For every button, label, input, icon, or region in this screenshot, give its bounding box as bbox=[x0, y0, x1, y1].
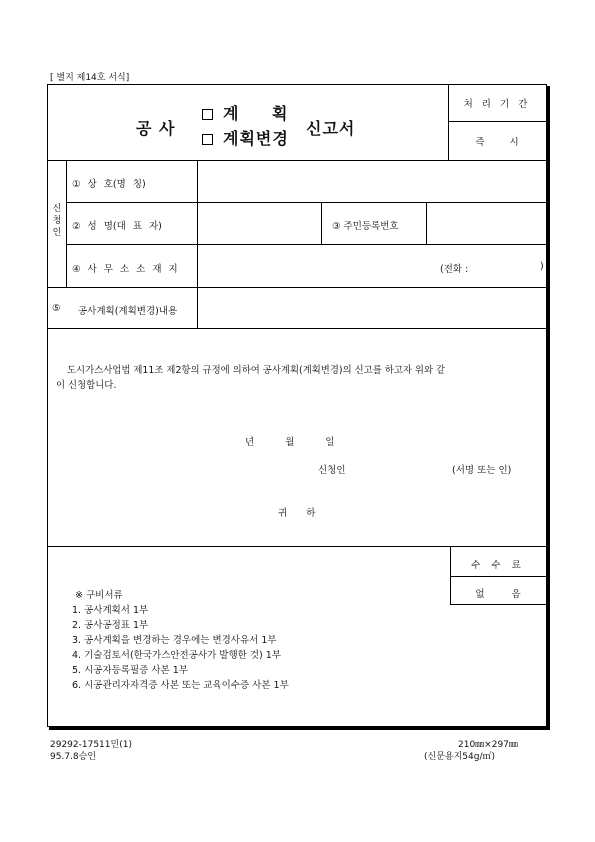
plan-checkbox[interactable] bbox=[202, 109, 213, 120]
office-address-field[interactable] bbox=[199, 246, 429, 285]
title-construction: 공 사 bbox=[136, 119, 176, 138]
signature-note: (서명 또는 인) bbox=[452, 465, 512, 476]
title-report: 신고서 bbox=[306, 119, 356, 138]
resident-number-field[interactable] bbox=[428, 204, 545, 242]
processing-period-header: 처 리 기 간 bbox=[463, 99, 531, 110]
applicant-sign-label: 신청인 bbox=[318, 465, 346, 476]
resident-number-label: ③ 주민등록번호 bbox=[332, 221, 399, 232]
representative-label: ② 성 명(대 표 자) bbox=[72, 221, 162, 232]
frame-shadow-right bbox=[547, 86, 550, 729]
footer-paper-type: (신문용지54g/㎡) bbox=[424, 752, 495, 762]
footer-paper-size: 210㎜×297㎜ bbox=[458, 740, 518, 750]
divider bbox=[48, 328, 546, 329]
list-item: 1. 공사계획서 1부 bbox=[72, 605, 149, 616]
frame-shadow-bottom bbox=[49, 727, 550, 730]
footer-form-number: 29292-17511민(1) bbox=[50, 740, 132, 750]
list-item: 2. 공사공정표 1부 bbox=[72, 620, 149, 631]
recipient-label: 귀 하 bbox=[278, 508, 316, 519]
divider bbox=[450, 604, 546, 605]
divider bbox=[48, 546, 546, 547]
divider bbox=[448, 121, 546, 122]
divider bbox=[66, 160, 67, 287]
list-item: 5. 시공자등록필증 사본 1부 bbox=[72, 665, 188, 676]
divider bbox=[66, 244, 546, 245]
phone-label: (전화 : bbox=[440, 264, 469, 275]
plan-change-checkbox[interactable] bbox=[202, 134, 213, 145]
fee-value: 없 음 bbox=[475, 589, 521, 600]
required-documents-header: ※ 구비서류 bbox=[75, 590, 123, 601]
processing-period-value: 즉 시 bbox=[475, 137, 519, 148]
declaration-line-1: 도시가스사업법 제11조 제2항의 규정에 의하여 공사계획(계획변경)의 신고를 하고자 위와 같 bbox=[67, 365, 446, 376]
divider bbox=[48, 160, 546, 161]
divider bbox=[450, 576, 546, 577]
divider bbox=[321, 202, 322, 244]
applicant-group-label: 신청인 bbox=[52, 204, 62, 238]
list-item: 6. 시공관리자자격증 사본 또는 교육이수증 사본 1부 bbox=[72, 680, 289, 691]
fee-header: 수 수 료 bbox=[471, 560, 525, 571]
trade-name-label: ① 상 호(명 칭) bbox=[72, 179, 146, 190]
list-item: 3. 공사계획을 변경하는 경우에는 변경사유서 1부 bbox=[72, 635, 277, 646]
required-documents-list bbox=[72, 588, 289, 693]
footer-approval: 95.7.8승인 bbox=[50, 752, 97, 762]
phone-field[interactable] bbox=[478, 256, 538, 276]
trade-name-field[interactable] bbox=[199, 162, 545, 200]
divider bbox=[66, 202, 546, 203]
content-field[interactable] bbox=[199, 289, 545, 326]
phone-close-paren: ) bbox=[540, 261, 544, 272]
title-option-plan: 계 획 bbox=[202, 101, 301, 124]
form-number-label: [ 별지 제14호 서식] bbox=[50, 73, 130, 83]
divider bbox=[48, 287, 546, 288]
applicant-sign-field[interactable] bbox=[350, 456, 445, 474]
office-address-label: ④ 사 무 소 소 재 지 bbox=[72, 264, 180, 275]
content-number: ⑤ bbox=[52, 303, 61, 314]
title-option-change: 계획변경 bbox=[202, 126, 289, 149]
divider bbox=[426, 202, 427, 244]
date-line: 년 월 일 bbox=[245, 437, 335, 448]
declaration-line-2: 이 신청합니다. bbox=[56, 380, 117, 391]
content-label: 공사계획(계획변경)내용 bbox=[78, 306, 178, 317]
list-item: 4. 기술검토서(한국가스안전공사가 발행한 것) 1부 bbox=[72, 650, 281, 661]
representative-field[interactable] bbox=[199, 204, 319, 242]
